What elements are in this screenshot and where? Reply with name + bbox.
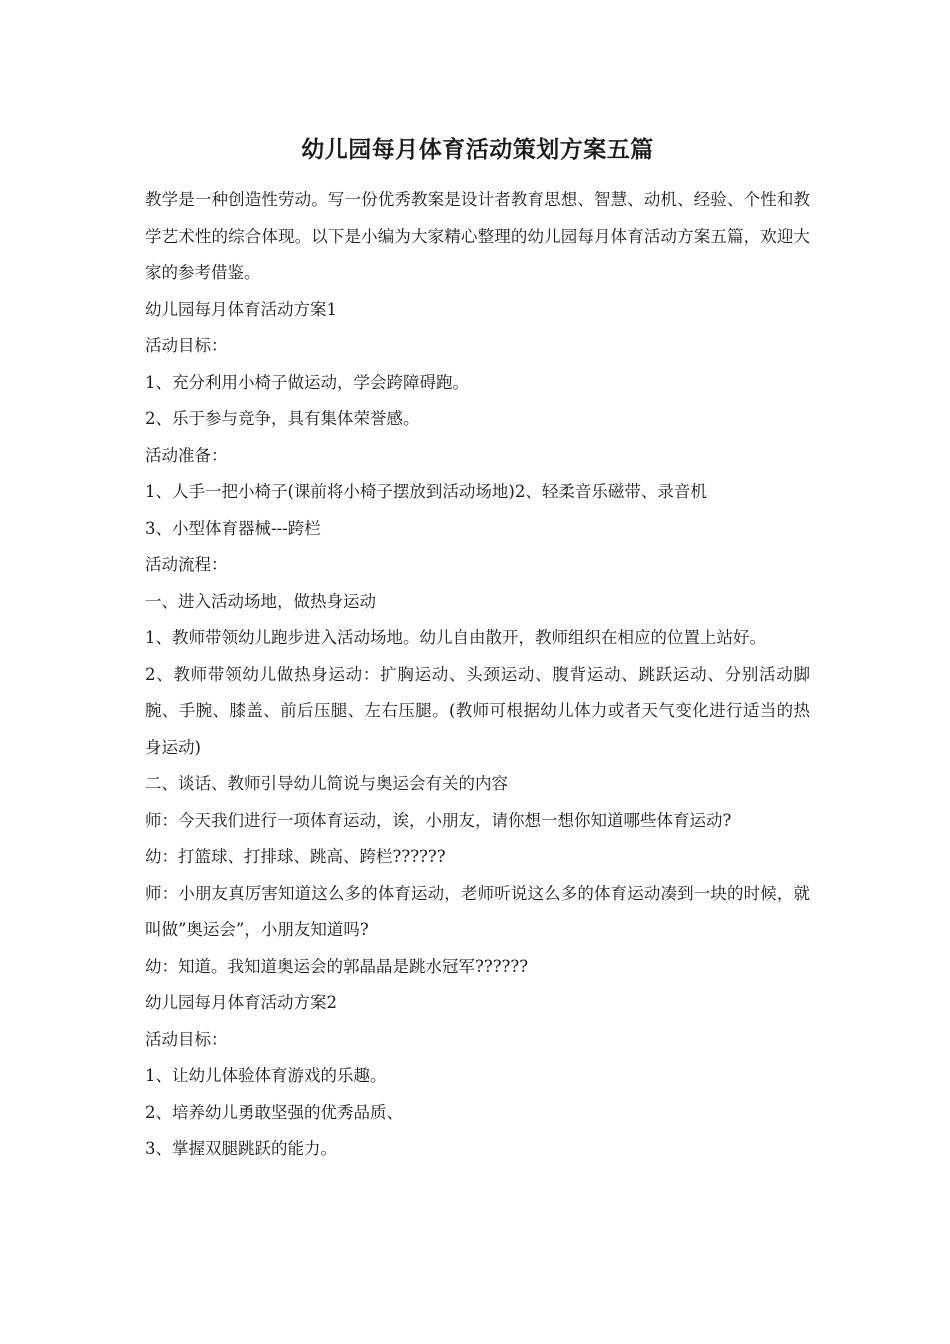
- dialogue-line: 幼：知道。我知道奥运会的郭晶晶是跳水冠军??????: [145, 956, 529, 976]
- subheading: 活动准备：: [145, 445, 228, 465]
- subheading: 活动流程：: [145, 555, 228, 574]
- list-item: 2、教师带领幼儿做热身运动：扩胸运动、头颈运动、腹背运动、跳跃运动、分别活动脚腕、手腕、膝盖、前后压腿、左右压腿。(教师可根据幼儿体力或者天气变化进行适当的热身运动): [145, 664, 810, 757]
- dialogue-line: 师：小朋友真厉害知道这么多的体育运动，老师听说这么多的体育运动凑到一块的时候，就叫做”奥运会”，小朋友知道吗?: [145, 883, 810, 939]
- list-item: 2、培养幼儿勇敢坚强的优秀品质、: [145, 1102, 403, 1122]
- list-item: 1、充分利用小椅子做运动，学会跨障碍跑。: [145, 372, 469, 392]
- list-item: 3、小型体育器械---跨栏: [145, 518, 321, 538]
- list-item: 3、掌握双腿跳跃的能力。: [145, 1139, 337, 1158]
- intro-paragraph: 教学是一种创造性劳动。写一份优秀教案是设计者教育思想、智慧、动机、经验、个性和教学艺术性的综合体现。以下是小编为大家精心整理的幼儿园每月体育活动方案五篇，欢迎大家的参考借鉴。: [145, 190, 810, 282]
- subheading: 活动目标：: [145, 336, 228, 355]
- section-heading: 幼儿园每月体育活动方案1: [145, 299, 337, 319]
- step-heading: 二、谈话、教师引导幼儿简说与奥运会有关的内容: [145, 774, 508, 793]
- dialogue-line: 师：今天我们进行一项体育运动，诶，小朋友，请你想一想你知道哪些体育运动?: [145, 810, 732, 830]
- document-page: [145, 128, 810, 1168]
- dialogue-line: 幼：打篮球、打排球、跳高、跨栏??????: [145, 847, 446, 866]
- list-item: 1、教师带领幼儿跑步进入活动场地。幼儿自由散开，教师组织在相应的位置上站好。: [145, 628, 766, 647]
- list-item: 1、让幼儿体验体育游戏的乐趣。: [145, 1066, 387, 1085]
- document-title: 幼儿园每月体育活动策划方案五篇: [301, 136, 654, 163]
- subheading: 活动目标：: [145, 1029, 228, 1049]
- list-item: 1、人手一把小椅子(课前将小椅子摆放到活动场地)2、轻柔音乐磁带、录音机: [145, 482, 707, 501]
- step-heading: 一、进入活动场地，做热身运动: [145, 591, 376, 611]
- section-heading: 幼儿园每月体育活动方案2: [145, 993, 337, 1012]
- document-body: [145, 182, 810, 1168]
- list-item: 2、乐于参与竞争，具有集体荣誉感。: [145, 409, 420, 428]
